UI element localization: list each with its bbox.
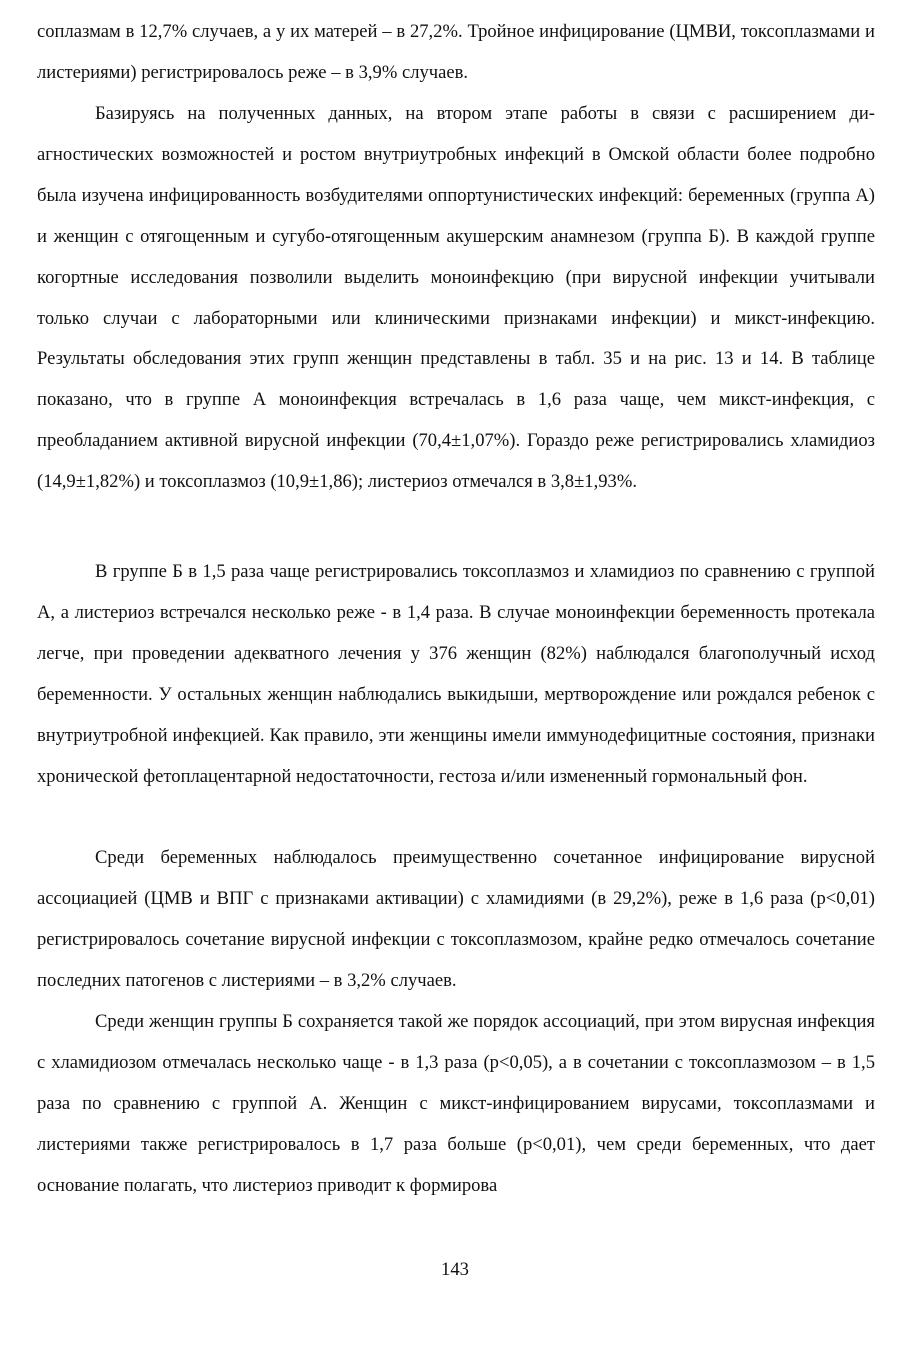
paragraph-2: Базируясь на полученных данных, на втором этапе работы в связи с расширением диагностических возможностей и ростом внутриутробных инфекций в Омской области более подробно была изучена инфицированность возбудителями оппортунистических инфекций: беременных (группа А) и женщин с отягощенным и сугубо-отягощенным акушерским анамнезом (группа Б). В каждой группе когортные исследования позволили выделить моноинфекцию (при вирусной инфекции учитывали только случаи с лабораторными или клиническими признаками инфекции) и микст-инфекцию. Результаты обследования этих групп женщин представлены в табл. 35 и на рис. 13 и 14. В таблице показано, что в группе А моноинфекция встречалась в 1,6 раза чаще, чем микст-инфекция, с преобладанием активной вирусной инфекции (70,4±1,07%). Гораздо реже регистрировались хламидиоз (14,9±1,82%) и токсоплазмоз (10,9±1,86); листериоз отмечался в 3,8±1,93%.: [37, 103, 875, 493]
text-block-group-b: [37, 552, 875, 797]
paragraph-3: В группе Б в 1,5 раза чаще регистрировались токсоплазмоз и хламидиоз по сравнению с группой А, а листериоз встречался несколько реже - в 1,4 раза. В случае моноинфекции беременность протекала легче, при проведении адекватного лечения у 376 женщин (82%) наблюдался благополучный исход беременности. У остальных женщин наблюдались выкидыши, мертворождение или рождался ребенок с внутриутробной инфекцией. Как правило, эти женщины имели иммунодефицитные состояния, признаки хронической фетоплацентарной недостаточности, гестоза и/или измененный гормональный фон.: [37, 561, 875, 787]
paragraph-5: Среди женщин группы Б сохраняется такой же порядок ассоциаций, при этом вирусная инфекция с хламидиозом отмечалась несколько чаще - в 1,3 раза (p<0,05), а в сочетании с токсоплазмозом – в 1,5 раза по сравнению с группой А. Женщин с микст-инфицированием вирусами, токсоплазмами и листериями также регистрировалось в 1,7 раза больше (p<0,01), чем среди беременных, что дает основание полагать, что листериоз приводит к формирова: [37, 1011, 875, 1196]
text-block-second-stage: [37, 94, 875, 503]
paragraph-4: Среди беременных наблюдалось преимущественно сочетанное инфицирование вирусной ассоциацией (ЦМВ и ВПГ с признаками активации) с хламидиями (в 29,2%), реже в 1,6 раза (p<0,01) регистрировалось сочетание вирусной инфекции с токсоплазмозом, крайне редко отмечалось сочетание последних патогенов с листериями – в 3,2% случаев.: [37, 847, 875, 991]
text-block-pregnant-associations: [37, 838, 875, 1002]
page-number: 143: [441, 1259, 469, 1280]
text-block-group-b-associations: [37, 1002, 875, 1207]
text-block-continuation: [37, 12, 875, 94]
paragraph-1: соплазмам в 12,7% случаев, а у их матерей – в 27,2%. Тройное инфицирование (ЦМВИ, токсоплазмами и листериями) регистрировалось реже – в 3,9% случаев.: [37, 21, 875, 83]
